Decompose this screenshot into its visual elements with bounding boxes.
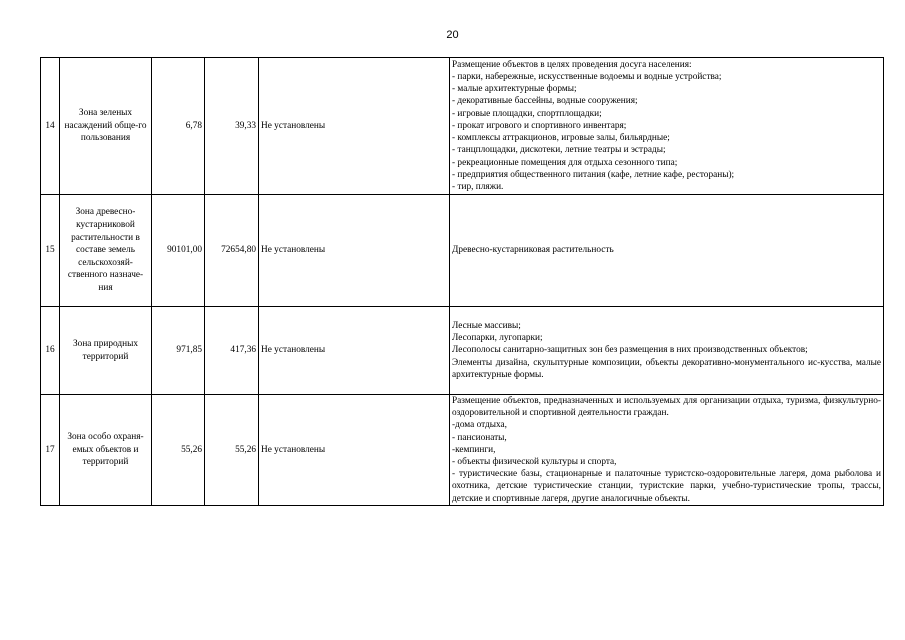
zone-name-cell: Зона природных территорий	[60, 307, 152, 395]
table-row	[41, 395, 884, 506]
area-value-1-cell: 971,85	[152, 307, 205, 395]
permitted-use-line: -дома отдыха,	[452, 420, 507, 431]
area-value-2-cell: 72654,80	[205, 195, 259, 307]
permitted-use-line: - предприятия общественного питания (кафе, летние кафе, рестораны);	[452, 169, 735, 180]
table-row	[41, 307, 884, 395]
permitted-use-line: - игровые площадки, спортплощадки;	[452, 108, 602, 119]
permitted-use-line: -кемпинги,	[452, 444, 496, 455]
area-value-1-cell: 55,26	[152, 395, 205, 506]
zones-table-body	[41, 58, 884, 506]
permitted-use-line: - парки, набережные, искусственные водоемы и водные устройства;	[452, 72, 722, 83]
permitted-use-line: - декоративные бассейны, водные сооружения;	[452, 96, 638, 107]
permitted-use-line: Размещение объектов в целях проведения досуга населения:	[452, 59, 692, 70]
area-value-2-cell: 417,36	[205, 307, 259, 395]
row-number-cell: 14	[41, 58, 60, 195]
area-value-2-cell: 39,33	[205, 58, 259, 195]
permitted-use-line: Лесопарки, лугопарки;	[452, 333, 543, 344]
permitted-use-line: Лесополосы санитарно-защитных зон без размещения в них производственных объектов;	[452, 345, 808, 356]
permitted-uses-cell	[450, 395, 884, 506]
row-number-cell: 15	[41, 195, 60, 307]
zones-table	[40, 57, 884, 506]
permitted-use-line: - малые архитектурные формы;	[452, 84, 577, 95]
permitted-use-line: Древесно-кустарниковая растительность	[452, 245, 614, 256]
row-number-cell: 16	[41, 307, 60, 395]
permitted-uses-cell	[450, 307, 884, 395]
permitted-use-line: Элементы дизайна, скульптурные композиции, объекты декоративно-монументального ис-кусства, малые архитектурные формы.	[452, 357, 881, 380]
permitted-use-line: - туристические базы, стационарные и палаточные туристско-оздоровительные лагеря, дома рыболова и охотника, детские туристические станции, туристские парки, учебно-туристические тропы, трассы, детские и спортивные лагеря, другие аналогичные объекты.	[452, 469, 881, 504]
permitted-use-line: - рекреационные помещения для отдыха сезонного типа;	[452, 157, 678, 168]
permitted-uses-cell	[450, 195, 884, 307]
page-number: 20	[446, 29, 459, 41]
row-number-cell: 17	[41, 395, 60, 506]
permitted-use-line: - пансионаты,	[452, 432, 507, 443]
zone-name-cell: Зона зеленых насаждений обще-го пользования	[60, 58, 152, 195]
permitted-use-line: Лесные массивы;	[452, 320, 521, 331]
permitted-use-line: - тир, пляжи.	[452, 181, 504, 192]
permitted-uses-cell	[450, 58, 884, 195]
permitted-use-line: Размещение объектов, предназначенных и используемых для организации отдыха, туризма, физкультурно-оздоровительной и спортивной деятельности граждан.	[452, 396, 881, 419]
area-value-1-cell: 90101,00	[152, 195, 205, 307]
restrictions-cell: Не установлены	[259, 58, 450, 195]
table-row	[41, 195, 884, 307]
restrictions-cell: Не установлены	[259, 195, 450, 307]
area-value-2-cell: 55,26	[205, 395, 259, 506]
permitted-use-line: - танцплощадки, дискотеки, летние театры и эстрады;	[452, 145, 666, 156]
zone-name-cell: Зона древесно-кустарниковой растительности в составе земель сельскохозяй-ственного назначе-ния	[60, 195, 152, 307]
restrictions-cell: Не установлены	[259, 395, 450, 506]
permitted-use-line: - прокат игрового и спортивного инвентаря;	[452, 120, 627, 131]
zone-name-cell: Зона особо охраня-емых объектов и территорий	[60, 395, 152, 506]
permitted-use-line: - объекты физической культуры и спорта,	[452, 457, 617, 468]
area-value-1-cell: 6,78	[152, 58, 205, 195]
restrictions-cell: Не установлены	[259, 307, 450, 395]
table-row	[41, 58, 884, 195]
permitted-use-line: - комплексы аттракционов, игровые залы, бильярдные;	[452, 133, 670, 144]
